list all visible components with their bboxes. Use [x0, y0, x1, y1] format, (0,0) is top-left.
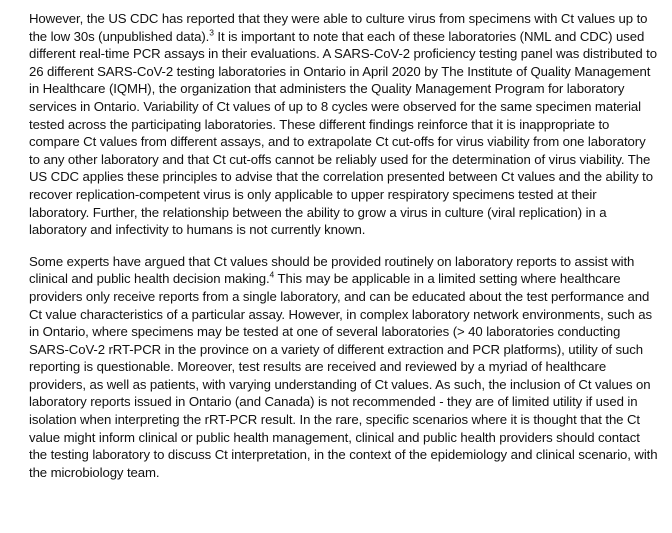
paragraph-text-after-ref: It is important to note that each of these laboratories (NML and CDC) used different real-time PCR assays in their evaluations. A SARS-CoV-2 proficiency testing panel was distributed to 26 different SARS-CoV-2 testing laboratories in Ontario in April 2020 by The Institute of Quality Management in Healthcare (IQMH), the organization that administers the Quality Management Program for laboratory services in Ontario. Variability of Ct values of up to 8 cycles were observed for the same specimen material tested across the participating laboratories. These different findings reinforce that it is inappropriate to compare Ct values from different assays, and to extrapolate Ct cut-offs for virus viability from one laboratory to any other laboratory and that Ct cut-offs cannot be reliably used for the determination of virus viability. The US CDC applies these principles to advise that the correlation presented between Ct values and the ability to recover replication-competent virus is only applicable to upper respiratory specimens tested at their laboratory. Further, the relationship between the ability to grow a virus in culture (viral replication) in a laboratory and infectivity to humans is not currently known. [29, 28, 657, 238]
paragraph-ct-values-culture [29, 10, 659, 239]
paragraph-text-before-ref: Some experts have argued that Ct values should be provided routinely on laboratory reports to assist with clinical and public health decision making. [29, 253, 635, 287]
paragraph-text-after-ref: This may be applicable in a limited setting where healthcare providers only receive reports from a single laboratory, and can be educated about the test performance and Ct value characteristics of a particular assay. However, in complex laboratory network environments, such as in Ontario, where specimens may be tested at one of several laboratories (> 40 laboratories conducting SARS-CoV-2 rRT-PCR in the province on a variety of different extraction and PCR platforms), utility of such reporting is questionable. Moreover, test results are received and reviewed by a myriad of healthcare providers, as well as patients, with varying understanding of Ct values. As such, the inclusion of Ct values on laboratory reports issued in Ontario (and Canada) is not recommended - they are of limited utility if used in isolation when interpreting the rRT-PCR result. In the rare, specific scenarios where it is thought that the Ct value might inform clinical or public health management, clinical and public health providers should contact the testing laboratory to discuss Ct interpretation, in the context of the epidemiology and clinical scenario, with the microbiology team. [29, 271, 658, 480]
document-body [29, 10, 659, 481]
reference-superscript: 3 [209, 27, 214, 38]
reference-superscript: 4 [269, 269, 275, 280]
paragraph-text-before-ref: However, the US CDC has reported that they were able to culture virus from specimens with Ct values up to the low 30s (unpublished data). [29, 11, 648, 44]
paragraph-ct-values-reporting [29, 253, 659, 482]
